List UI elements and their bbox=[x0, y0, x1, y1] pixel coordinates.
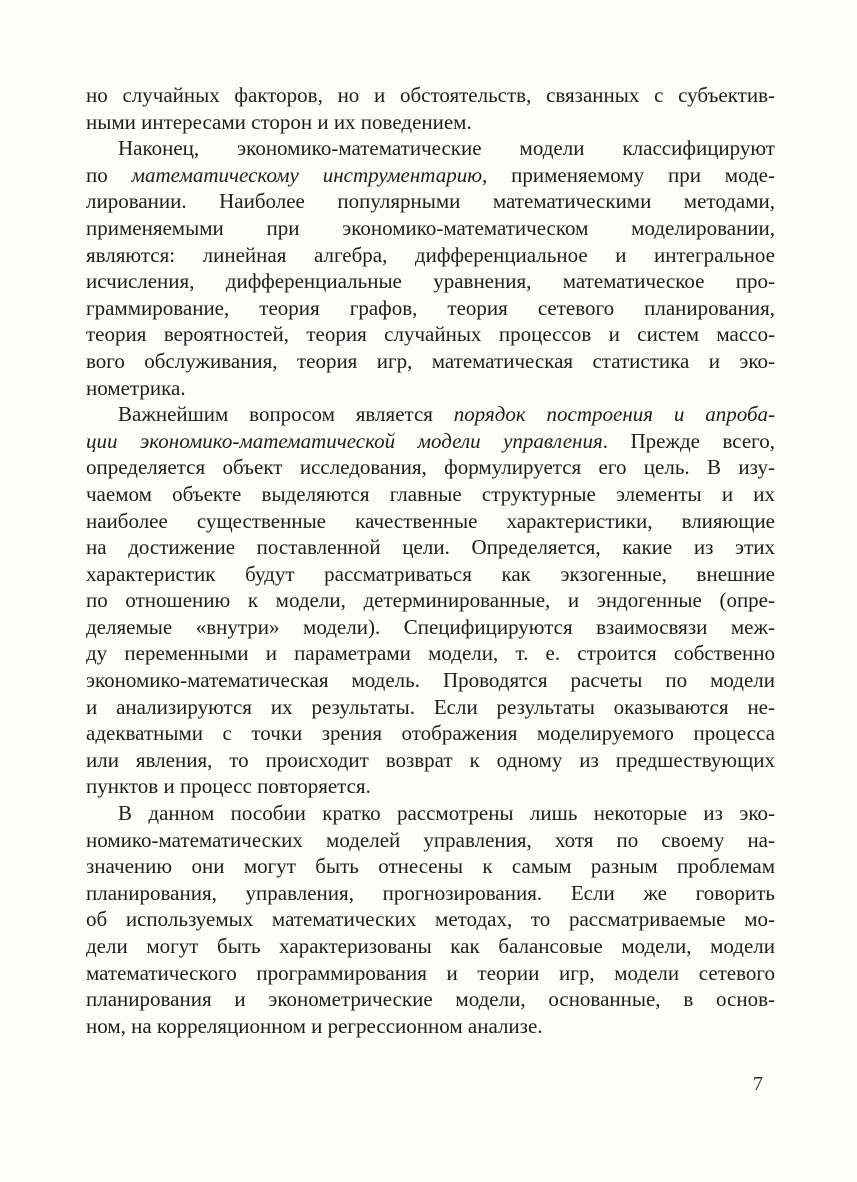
text-line bbox=[86, 375, 775, 402]
text-segment: являются: линейная алгебра, дифференциальное и интегральное bbox=[86, 242, 775, 267]
text-segment: вого обслуживания, теория игр, математическая статистика и эко- bbox=[86, 348, 775, 373]
text-line bbox=[86, 853, 775, 880]
text-segment: лировании. Наиболее популярными математическими методами, bbox=[86, 189, 775, 214]
text-segment: адекватными с точки зрения отображения моделируемого процесса bbox=[86, 721, 775, 746]
text-segment: Важнейшим вопросом является bbox=[118, 402, 454, 427]
text-segment: деляемые «внутри» модели). Специфицируются взаимосвязи меж- bbox=[86, 614, 775, 639]
text-line bbox=[86, 428, 775, 455]
paragraph bbox=[86, 135, 775, 401]
text-line bbox=[86, 162, 775, 189]
text-line bbox=[86, 800, 775, 827]
text-line bbox=[86, 268, 775, 295]
text-line bbox=[86, 348, 775, 375]
text-segment: или явления, то происходит возврат к одному из предшествующих bbox=[86, 747, 775, 772]
text-line bbox=[86, 614, 775, 641]
text-segment: на достижение поставленной цели. Определяется, какие из этих bbox=[86, 535, 775, 560]
text-line bbox=[86, 747, 775, 774]
text-segment: наиболее существенные качественные характеристики, влияющие bbox=[86, 508, 775, 533]
text-line bbox=[86, 188, 775, 215]
text-line bbox=[86, 640, 775, 667]
paragraph bbox=[86, 401, 775, 800]
text-line bbox=[86, 667, 775, 694]
text-line bbox=[86, 135, 775, 162]
text-segment: и анализируются их результаты. Если результаты оказываются не- bbox=[86, 694, 775, 719]
text-line bbox=[86, 960, 775, 987]
text-segment: исчисления, дифференциальные уравнения, математическое про- bbox=[86, 269, 775, 294]
text-segment: ными интересами сторон и их поведением. bbox=[86, 109, 472, 134]
text-line bbox=[86, 534, 775, 561]
text-line bbox=[86, 773, 775, 800]
text-segment: определяется объект исследования, формулируется его цель. В изу- bbox=[86, 455, 775, 480]
text-line bbox=[86, 827, 775, 854]
text-line bbox=[86, 720, 775, 747]
text-segment: ном, на корреляционном и регрессионном анализе. bbox=[86, 1013, 543, 1038]
text-segment: Наконец, экономико-математические модели классифицируют bbox=[118, 136, 775, 161]
italic-text-segment: порядок построения и апроба- bbox=[453, 402, 776, 427]
text-segment: математического программирования и теории игр, модели сетевого bbox=[86, 960, 775, 985]
text-segment: В данном пособии кратко рассмотрены лишь некоторые из эко- bbox=[118, 801, 775, 826]
text-segment: экономико-математическая модель. Проводятся расчеты по модели bbox=[86, 668, 775, 693]
text-line bbox=[86, 321, 775, 348]
text-segment: пунктов и процесс повторяется. bbox=[86, 774, 371, 799]
text-segment: характеристик будут рассматриваться как экзогенные, внешние bbox=[86, 561, 775, 586]
text-segment: . Прежде всего, bbox=[602, 428, 775, 453]
text-line bbox=[86, 215, 775, 242]
text-segment: применяемыми при экономико-математическом моделировании, bbox=[86, 215, 775, 240]
text-line bbox=[86, 401, 775, 428]
italic-text-segment: математическому инструментарию bbox=[131, 162, 483, 187]
page-number: 7 bbox=[753, 1073, 763, 1095]
text-line bbox=[86, 933, 775, 960]
text-line bbox=[86, 694, 775, 721]
text-line bbox=[86, 1013, 775, 1040]
text-line bbox=[86, 242, 775, 269]
text-line bbox=[86, 880, 775, 907]
paragraph bbox=[86, 800, 775, 1039]
paragraph bbox=[86, 82, 775, 135]
text-segment: по bbox=[86, 162, 132, 187]
text-block bbox=[86, 82, 775, 1039]
text-segment: чаемом объекте выделяются главные структурные элементы и их bbox=[86, 481, 775, 506]
text-segment: по отношению к модели, детерминированные, и эндогенные (опре- bbox=[86, 588, 775, 613]
text-segment: ду переменными и параметрами модели, т. е. строится собственно bbox=[86, 641, 775, 666]
italic-text-segment: ции экономико-математической модели управления bbox=[86, 428, 603, 453]
text-line bbox=[86, 295, 775, 322]
text-segment: дели могут быть характеризованы как балансовые модели, модели bbox=[86, 934, 775, 958]
text-line bbox=[86, 561, 775, 588]
text-line bbox=[86, 906, 775, 933]
text-segment: нометрика. bbox=[86, 375, 186, 400]
text-segment: планирования, управления, прогнозирования. Если же говорить bbox=[86, 880, 775, 905]
text-line bbox=[86, 508, 775, 535]
text-line bbox=[86, 986, 775, 1013]
text-segment: планирования и эконометрические модели, основанные, в основ- bbox=[86, 987, 775, 1012]
text-line bbox=[86, 109, 775, 136]
text-segment: номико-математических моделей управления, хотя по своему на- bbox=[86, 827, 775, 852]
text-segment: значению они могут быть отнесены к самым разным проблемам bbox=[86, 854, 775, 879]
text-segment: теория вероятностей, теория случайных процессов и систем массо- bbox=[86, 322, 775, 347]
text-segment: но случайных факторов, но и обстоятельств, связанных с субъектив- bbox=[86, 83, 775, 107]
text-line bbox=[86, 454, 775, 481]
text-line bbox=[86, 82, 775, 109]
text-line bbox=[86, 587, 775, 614]
text-line bbox=[86, 481, 775, 508]
text-segment: граммирование, теория графов, теория сетевого планирования, bbox=[86, 295, 775, 320]
text-segment: об используемых математических методах, то рассматриваемые мо- bbox=[86, 907, 775, 932]
text-segment: , применяемому при моде- bbox=[482, 162, 775, 187]
